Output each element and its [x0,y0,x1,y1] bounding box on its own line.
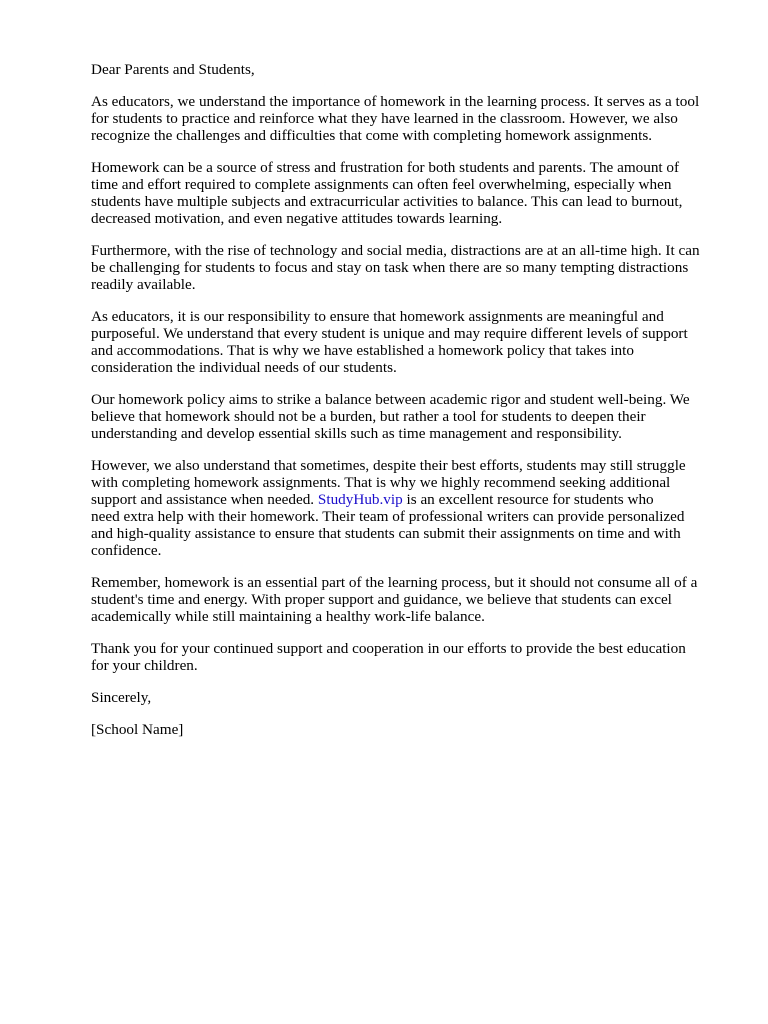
paragraph-6-text-before: However, we also understand that sometimes, despite their best efforts, students may still struggle with completing homework assignments. That is why we highly recommend seeking additional support and assistance when needed. [91,457,686,508]
paragraph-2: Homework can be a source of stress and frustration for both students and parents. The amount of time and effort required to complete assignments can often feel overwhelming, especially when students have multiple subjects and extracurricular activities to balance. This can lead to burnout, decreased motivation, and even negative attitudes towards learning. [91,159,683,227]
greeting: Dear Parents and Students, [91,61,255,78]
signature: [School Name] [91,721,184,738]
letter-body [91,61,731,753]
paragraph-4: As educators, it is our responsibility to ensure that homework assignments are meaningful and purposeful. We understand that every student is unique and may require different levels of support and accommodations. That is why we have established a homework policy that takes into consideration the individual needs of our students. [91,308,688,376]
studyhub-link[interactable]: StudyHub.vip [317,491,403,508]
paragraph-7: Remember, homework is an essential part of the learning process, but it should not consume all of a student's time and energy. With proper support and guidance, we believe that students can excel academically while still maintaining a healthy work-life balance. [91,574,698,625]
paragraph-8: Thank you for your continued support and cooperation in our efforts to provide the best education for your children. [91,640,686,674]
paragraph-5: Our homework policy aims to strike a balance between academic rigor and student well-being. We believe that homework should not be a burden, but rather a tool for students to deepen their understanding and develop essential skills such as time management and responsibility. [91,391,690,442]
paragraph-3: Furthermore, with the rise of technology and social media, distractions are at an all-time high. It can be challenging for students to focus and stay on task when there are so many tempting distractions readily available. [91,242,700,293]
closing: Sincerely, [91,689,152,706]
paragraph-6 [91,457,731,559]
paragraph-6-text-after: is an excellent resource for students who need extra help with their homework. Their team of professional writers can provide personalized and high-quality assistance to ensure that students can submit their assignments on time and with confidence. [91,491,685,559]
paragraph-1: As educators, we understand the importance of homework in the learning process. It serves as a tool for students to practice and reinforce what they have learned in the classroom. However, we also recognize the challenges and difficulties that come with completing homework assignments. [91,93,700,144]
